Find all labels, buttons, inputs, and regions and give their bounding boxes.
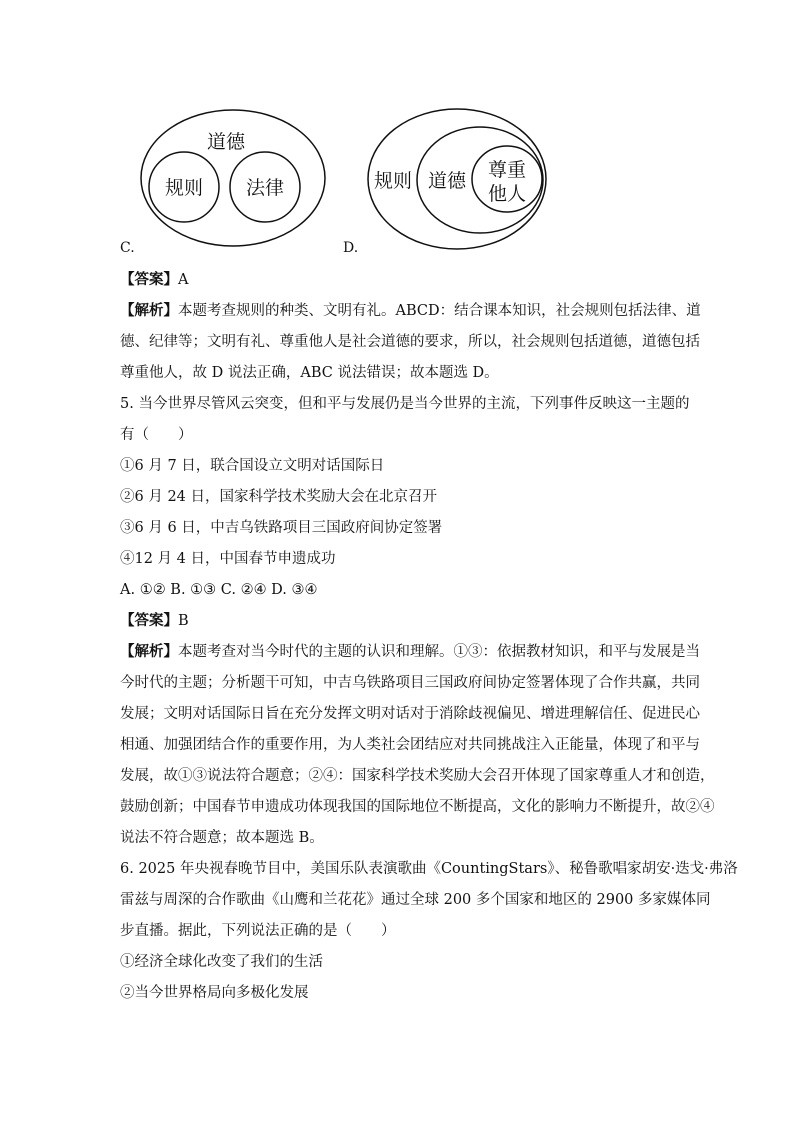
q5-answer — [120, 611, 680, 631]
diagram-c-outer-label: 道德 — [206, 131, 246, 153]
q5-answer-value: B — [178, 613, 189, 629]
q5-item: ②6 月 24 日，国家科学技术奖励大会在北京召开 — [120, 489, 438, 505]
q4-answer-value: A — [178, 272, 189, 288]
q5-item: ①6 月 7 日，联合国设立文明对话国际日 — [120, 458, 385, 474]
q5-answer-label: 【答案】 — [120, 612, 178, 629]
diagram-d-outer-label: 规则 — [373, 170, 413, 192]
q5-analysis-line: 【解析】本题考查对当今时代的主题的认识和理解。①③：依据教材知识，和平与发展是当 — [120, 643, 700, 660]
q6-item: ②当今世界格局向多极化发展 — [120, 985, 309, 1001]
diagram-c — [138, 108, 328, 248]
q5-analysis-line: 今时代的主题；分析题干可知，中吉乌铁路项目三国政府间协定签署体现了合作共赢，共同 — [120, 675, 700, 691]
q4-analysis-line: 尊重他人，故 D 说法正确，ABC 说法错误；故本题选 D。 — [120, 365, 499, 381]
diagram-c-option-letter: C. — [120, 240, 135, 256]
q5-item: ③6 月 6 日，中吉乌铁路项目三国政府间协定签署 — [120, 520, 443, 536]
q4-answer — [120, 270, 680, 290]
q5-item: ④12 月 4 日，中国春节申遗成功 — [120, 551, 336, 567]
diagram-d-inner-label-line2: 他人 — [487, 183, 527, 205]
q6-stem-line: 6. 2025 年央视春晚节目中，美国乐队表演歌曲《CountingStars》、秘鲁歌唱家胡安·迭戈·弗洛 — [120, 861, 738, 877]
q5-stem-line: 有（ ） — [120, 427, 193, 443]
q5-analysis-line: 发展，故①③说法符合题意；②④：国家科学技术奖励大会召开体现了国家尊重人才和创造， — [120, 768, 715, 784]
diagram-d-middle-label: 道德 — [427, 170, 467, 192]
diagram-d — [364, 106, 554, 256]
q5-analysis-line: 发展；文明对话国际日旨在充分发挥文明对话对于消除歧视偏见、增进理解信任、促进民心 — [120, 706, 700, 722]
diagram-c-left-label: 规则 — [164, 177, 204, 199]
diagram-c-right-label: 法律 — [245, 177, 285, 199]
q6-item: ①经济全球化改变了我们的生活 — [120, 954, 323, 970]
q4-analysis-label: 【解析】 — [120, 302, 178, 319]
q5-options: A. ①② B. ①③ C. ②④ D. ③④ — [120, 582, 318, 598]
q5-analysis-line: 鼓励创新；中国春节申遗成功体现我国的国际地位不断提高，文化的影响力不断提升，故②④ — [120, 799, 715, 815]
diagram-d-inner-label-line1: 尊重 — [487, 159, 527, 181]
q4-analysis-line: 【解析】本题考查规则的种类、文明有礼。ABCD：结合课本知识，社会规则包括法律、道 — [120, 302, 701, 319]
q4-analysis-line: 德、纪律等；文明有礼、尊重他人是社会道德的要求，所以，社会规则包括道德，道德包括 — [120, 334, 700, 350]
q6-stem-line: 步直播。据此，下列说法正确的是（ ） — [120, 923, 396, 939]
q5-analysis-line: 说法不符合题意；故本题选 B。 — [120, 830, 324, 846]
q6-stem-line: 雷兹与周深的合作歌曲《山鹰和兰花花》通过全球 200 多个国家和地区的 2900 多家媒体同 — [120, 892, 711, 908]
q4-answer-label: 【答案】 — [120, 271, 178, 288]
q5-analysis-label: 【解析】 — [120, 643, 178, 660]
diagram-d-option-letter: D. — [343, 240, 359, 256]
q5-stem-line: 5. 当今世界尽管风云突变，但和平与发展仍是当今世界的主流，下列事件反映这一主题的 — [120, 396, 690, 412]
q5-analysis-line: 相通、加强团结合作的重要作用，为人类社会团结应对共同挑战注入正能量，体现了和平与 — [120, 737, 700, 753]
